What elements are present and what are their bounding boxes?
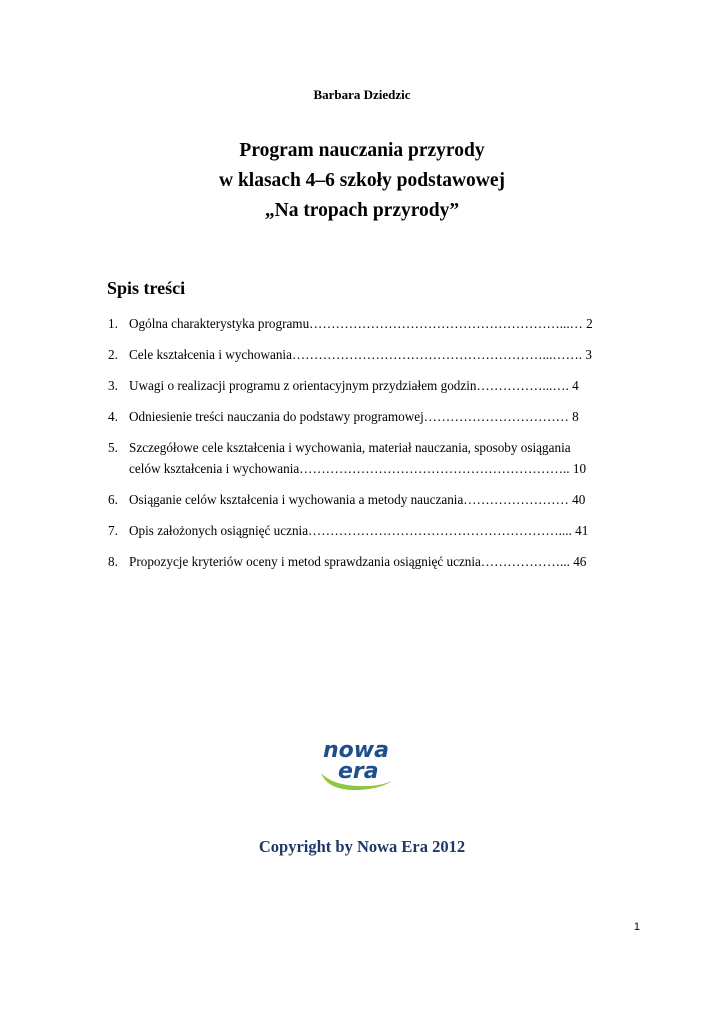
author-name: Barbara Dziedzic	[313, 87, 411, 102]
toc-item-number: 2.	[108, 347, 118, 362]
page-number: 1	[633, 921, 640, 933]
toc-item-number: 8.	[108, 554, 118, 569]
toc-item-text: Osiąganie celów kształcenia i wychowania a metody nauczania…………………… 40	[129, 492, 586, 507]
toc-item-number: 6.	[108, 492, 118, 507]
toc-item-1[interactable]	[108, 313, 636, 334]
nowa-era-logo	[318, 735, 402, 795]
toc-item-text: Odniesienie treści nauczania do podstawy programowej…………………………… 8	[129, 409, 579, 424]
title-line-1: Program nauczania przyrody	[239, 140, 485, 161]
toc-item-3[interactable]	[108, 375, 636, 396]
document-title	[0, 136, 724, 226]
logo-word-era: era	[338, 759, 379, 784]
toc-item-text-wrap	[129, 437, 636, 479]
title-line-3: „Na tropach przyrody”	[264, 200, 460, 221]
logo-word-nowa: nowa	[323, 738, 389, 763]
toc-item-text: Uwagi o realizacji programu z orientacyjnym przydziałem godzin……………...…. 4	[129, 378, 579, 393]
toc-item-number: 3.	[108, 378, 118, 393]
table-of-contents	[108, 313, 636, 582]
toc-heading: Spis treści	[107, 278, 186, 298]
toc-item-4[interactable]	[108, 406, 636, 427]
toc-item-number: 4.	[108, 409, 118, 424]
toc-item-text: Propozycje kryteriów oceny i metod sprawdzania osiągnięć ucznia………………... 46	[129, 554, 587, 569]
toc-item-number: 7.	[108, 523, 118, 538]
toc-item-text: Opis założonych osiągnięć ucznia………………………………………………….... 41	[129, 523, 589, 538]
copyright-notice: Copyright by Nowa Era 2012	[258, 837, 466, 856]
toc-item-8[interactable]	[108, 551, 636, 572]
toc-item-7[interactable]	[108, 520, 636, 541]
title-line-2: w klasach 4–6 szkoły podstawowej	[218, 170, 506, 191]
toc-item-text: Ogólna charakterystyka programu…………………………………………………...… 2	[129, 316, 593, 331]
toc-item-text-continued: celów kształcenia i wychowania…………………………………………………….. 10	[129, 461, 587, 476]
toc-item-number: 5.	[108, 440, 118, 455]
toc-item-text: Szczegółowe cele kształcenia i wychowania, materiał nauczania, sposoby osiągania	[129, 440, 571, 455]
toc-item-5[interactable]	[108, 437, 636, 479]
toc-item-2[interactable]	[108, 344, 636, 365]
toc-item-6[interactable]	[108, 489, 636, 510]
toc-item-number: 1.	[108, 316, 118, 331]
toc-item-text: Cele kształcenia i wychowania…………………………………………………...……. 3	[129, 347, 592, 362]
